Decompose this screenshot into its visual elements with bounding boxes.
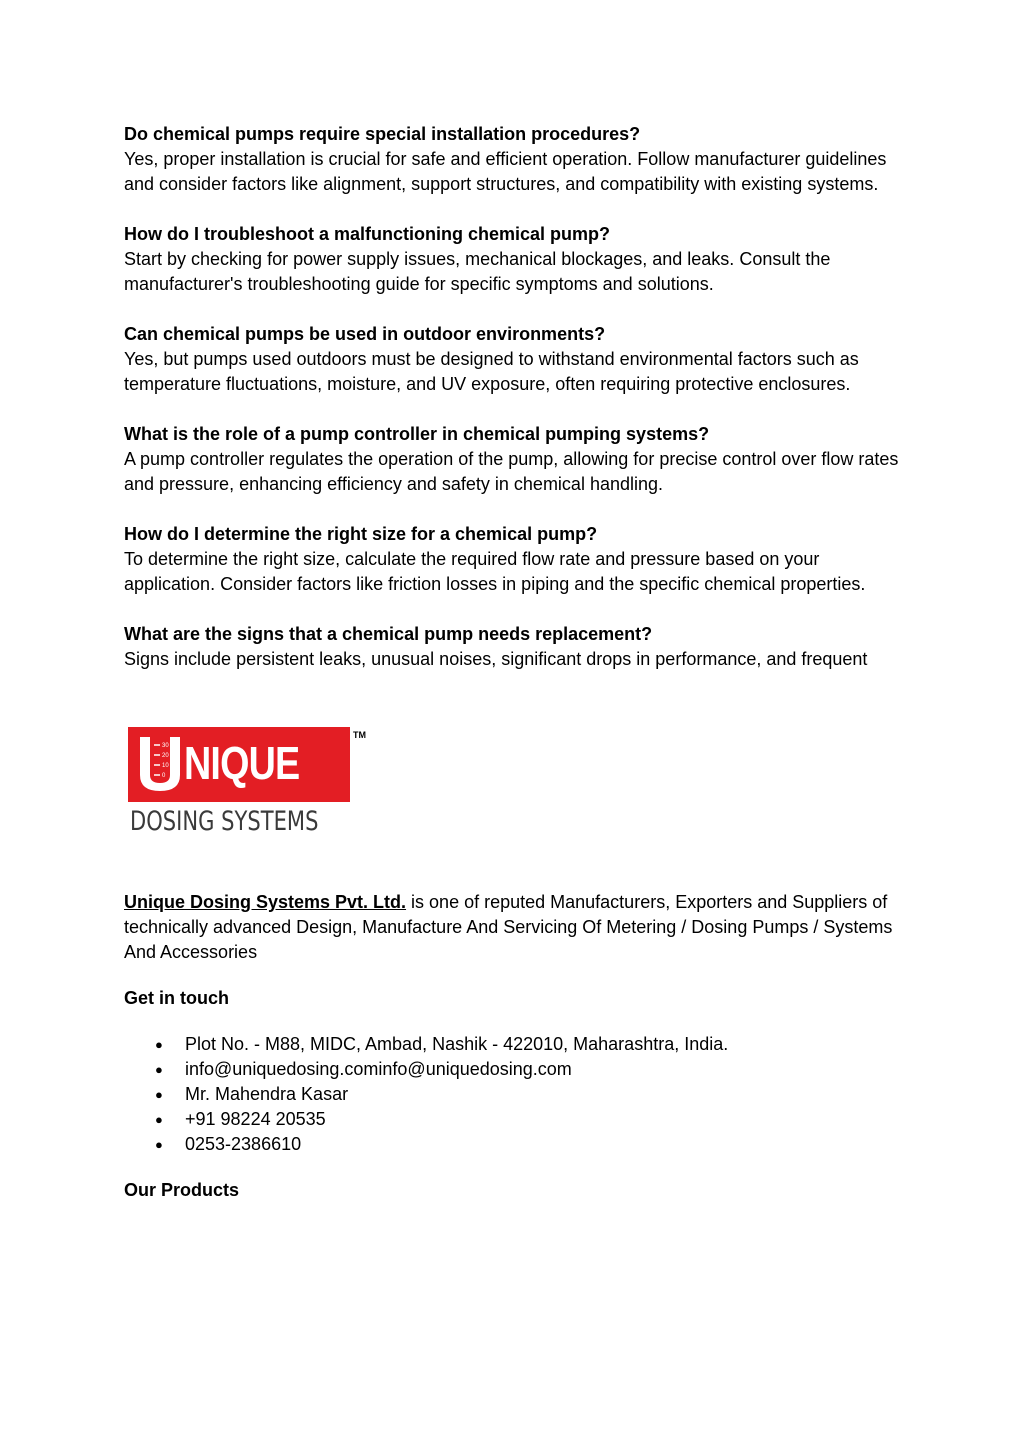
logo-scale-mark: 10 <box>162 763 169 769</box>
faq-answer: Yes, but pumps used outdoors must be designed to withstand environmental factors such as temperature fluctuations, moisture, and UV exposure, often requiring protective enclosures. <box>124 349 859 394</box>
contact-text: Plot No. - M88, MIDC, Ambad, Nashik - 422010, Maharashtra, India. <box>185 1034 729 1054</box>
faq-item <box>124 622 904 672</box>
contact-text: 0253-2386610 <box>185 1134 302 1154</box>
bullet-icon: ● <box>155 1087 163 1102</box>
faq-answer: Start by checking for power supply issues, mechanical blockages, and leaks. Consult the manufacturer's troubleshooting guide for specific symptoms and solutions. <box>124 249 831 294</box>
faq-item <box>124 222 904 297</box>
bullet-icon: ● <box>155 1062 163 1077</box>
faq-item <box>124 122 904 197</box>
contact-text[interactable]: info@uniquedosing.cominfo@uniquedosing.com <box>185 1059 572 1079</box>
faq-item <box>124 422 904 497</box>
contact-item-phone <box>124 1132 904 1157</box>
faq-question: Do chemical pumps require special installation procedures? <box>124 124 641 144</box>
contact-text: Mr. Mahendra Kasar <box>185 1084 349 1104</box>
logo-subtitle: DOSING SYSTEMS <box>130 806 319 837</box>
faq-question: What is the role of a pump controller in chemical pumping systems? <box>124 424 710 444</box>
logo-beaker-u-icon <box>136 733 184 793</box>
contact-item-mobile <box>124 1107 904 1132</box>
faq-item <box>124 322 904 397</box>
bullet-icon: ● <box>155 1037 163 1052</box>
contact-item-email <box>124 1057 904 1082</box>
faq-answer: Yes, proper installation is crucial for safe and efficient operation. Follow manufacturer guidelines and consider factors like alignment, support structures, and compatibility with existing systems. <box>124 149 887 194</box>
faq-item <box>124 522 904 597</box>
faq-answer: To determine the right size, calculate the required flow rate and pressure based on your application. Consider factors like friction losses in piping and the specific chemical properties. <box>124 549 866 594</box>
logo-scale-mark: 0 <box>162 773 166 779</box>
logo-scale-mark: 30 <box>162 743 169 749</box>
bullet-icon: ● <box>155 1112 163 1127</box>
faq-question: How do I troubleshoot a malfunctioning chemical pump? <box>124 224 611 244</box>
contact-list <box>124 1032 904 1157</box>
logo-scale-mark: 20 <box>162 753 169 759</box>
bullet-icon: ● <box>155 1137 163 1152</box>
faq-answer: A pump controller regulates the operation of the pump, allowing for precise control over flow rates and pressure, enhancing efficiency and safety in chemical handling. <box>124 449 899 494</box>
faq-question: What are the signs that a chemical pump needs replacement? <box>124 624 653 644</box>
logo-red-banner <box>128 727 350 802</box>
contact-item-address <box>124 1032 904 1057</box>
logo-trademark: TM <box>353 730 366 740</box>
document-page <box>124 122 904 1203</box>
faq-answer: Signs include persistent leaks, unusual noises, significant drops in performance, and frequent <box>124 649 868 669</box>
faq-question: How do I determine the right size for a chemical pump? <box>124 524 598 544</box>
faq-question: Can chemical pumps be used in outdoor environments? <box>124 324 606 344</box>
our-products-heading: Our Products <box>124 1180 240 1200</box>
about-paragraph <box>124 890 904 965</box>
company-logo <box>128 727 370 839</box>
contact-text: +91 98224 20535 <box>185 1109 326 1129</box>
logo-brand-text: NIQUE <box>184 737 300 789</box>
company-link[interactable]: Unique Dosing Systems Pvt. Ltd. <box>124 892 407 912</box>
contact-item-person <box>124 1082 904 1107</box>
get-in-touch-heading: Get in touch <box>124 988 229 1008</box>
about-text: is one of reputed Manufacturers, Exporters and Suppliers of technically advanced Design, Manufacture And Servicing Of Metering / Dosing Pumps / Systems And Accessories <box>124 892 893 962</box>
